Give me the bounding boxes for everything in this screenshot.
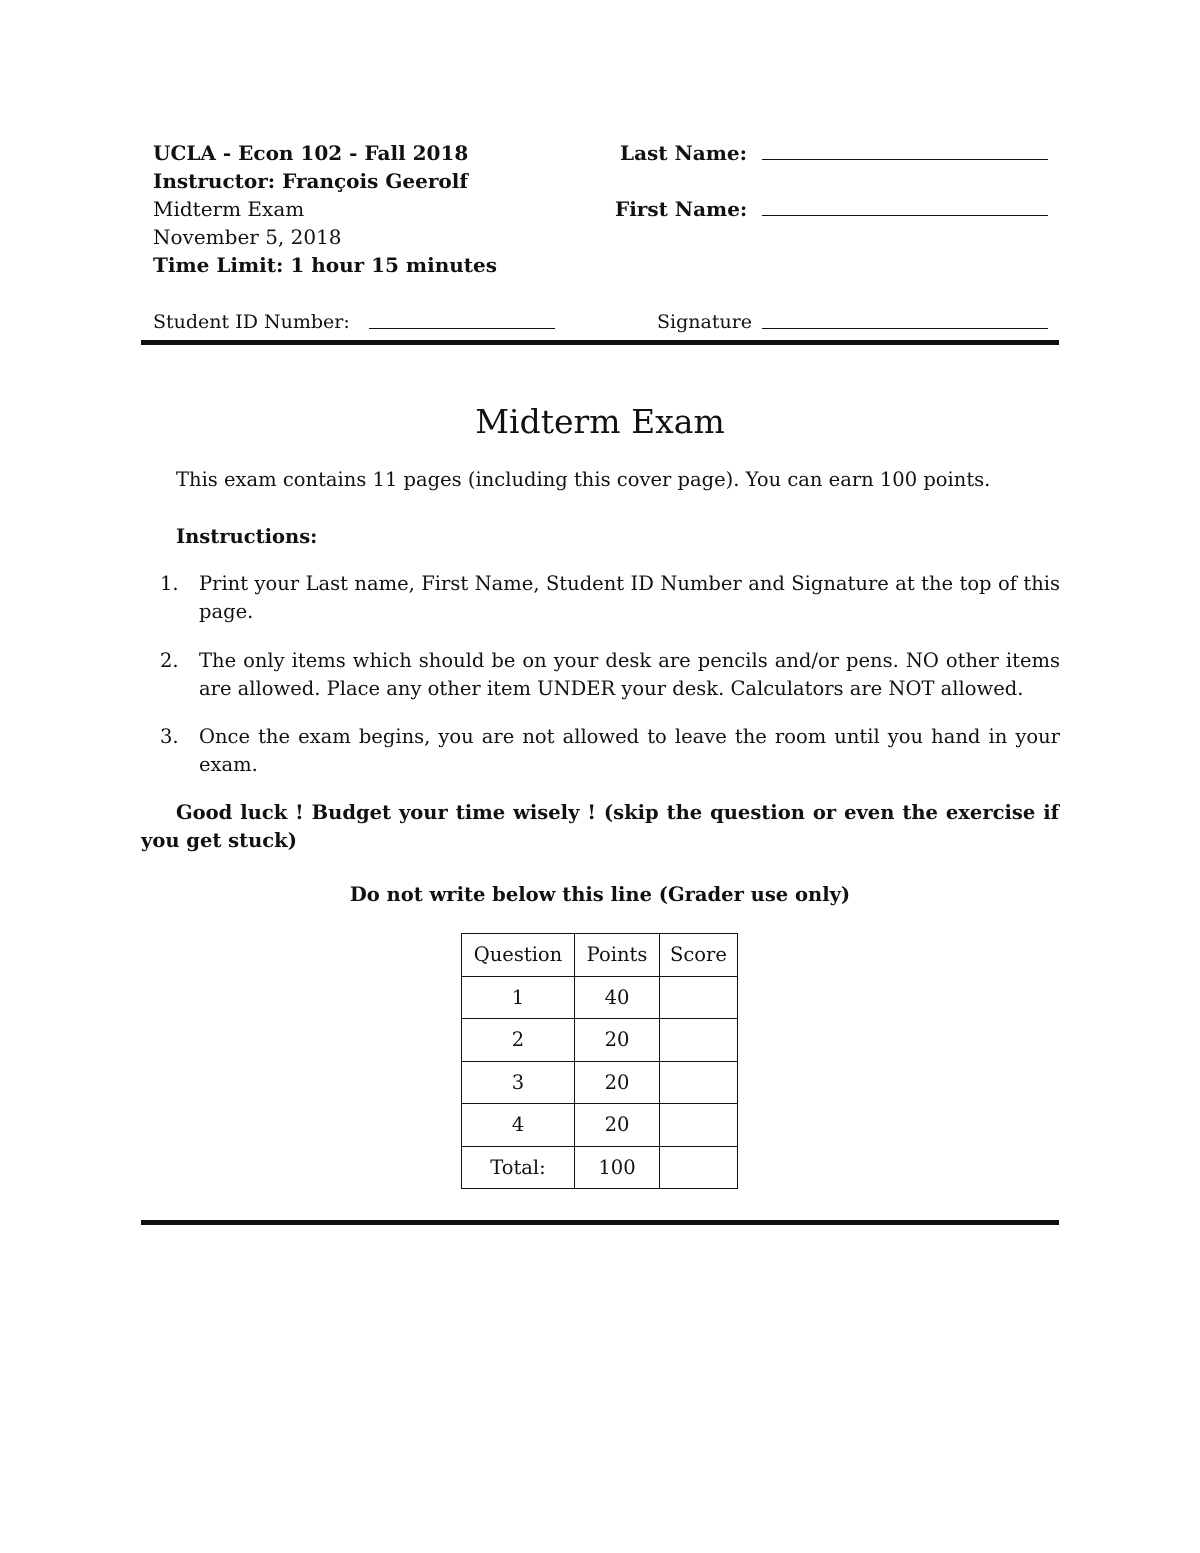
instruction-item-1	[160, 570, 1060, 626]
column-header-question: Question	[462, 934, 575, 977]
table-row	[462, 1019, 738, 1062]
column-header-score: Score	[660, 934, 738, 977]
signature-field[interactable]	[762, 328, 1048, 329]
instructions-heading: Instructions:	[176, 525, 318, 548]
total-points-cell: 100	[575, 1146, 660, 1189]
exam-name-line: Midterm Exam	[153, 197, 305, 221]
question-cell: 1	[462, 976, 575, 1019]
question-cell: 2	[462, 1019, 575, 1062]
table-total-row	[462, 1146, 738, 1189]
score-cell[interactable]	[660, 1061, 738, 1104]
good-luck-text: Good luck ! Budget your time wisely ! (skip the question or even the exercise if you get stuck)	[141, 801, 1059, 852]
first-name-field[interactable]	[762, 215, 1048, 216]
instruction-number: 3.	[160, 725, 179, 748]
exam-date-line: November 5, 2018	[153, 225, 342, 249]
question-cell: 4	[462, 1104, 575, 1147]
last-name-label: Last Name:	[620, 141, 747, 165]
instruction-item-3	[160, 723, 1060, 779]
points-cell: 20	[575, 1104, 660, 1147]
score-cell[interactable]	[660, 976, 738, 1019]
exam-title: Midterm Exam	[475, 402, 725, 441]
student-id-label: Student ID Number:	[153, 311, 350, 333]
table-row	[462, 1104, 738, 1147]
instruction-text: The only items which should be on your desk are pencils and/or pens. NO other items are allowed. Place any other item UNDER your desk. Calculators are NOT allowed.	[199, 649, 1060, 700]
score-cell[interactable]	[660, 1104, 738, 1147]
student-id-field[interactable]	[369, 328, 555, 329]
score-table	[461, 933, 738, 1189]
grader-note: Do not write below this line (Grader use only)	[349, 883, 851, 906]
total-label-cell: Total:	[462, 1146, 575, 1189]
instruction-number: 1.	[160, 572, 179, 595]
total-score-cell[interactable]	[660, 1146, 738, 1189]
instructor-line: Instructor: François Geerolf	[153, 169, 468, 193]
signature-label: Signature	[657, 311, 753, 333]
instruction-text: Once the exam begins, you are not allowed to leave the room until you hand in your exam.	[199, 725, 1060, 776]
points-cell: 20	[575, 1061, 660, 1104]
time-limit-line: Time Limit: 1 hour 15 minutes	[153, 253, 497, 277]
points-cell: 20	[575, 1019, 660, 1062]
column-header-points: Points	[575, 934, 660, 977]
table-row	[462, 1061, 738, 1104]
first-name-label: First Name:	[615, 197, 748, 221]
table-header-row	[462, 934, 738, 977]
instruction-item-2	[160, 647, 1060, 703]
question-cell: 3	[462, 1061, 575, 1104]
points-cell: 40	[575, 976, 660, 1019]
intro-text: This exam contains 11 pages (including this cover page). You can earn 100 points.	[176, 468, 991, 491]
score-cell[interactable]	[660, 1019, 738, 1062]
table-row	[462, 976, 738, 1019]
bottom-rule	[141, 1220, 1059, 1225]
instruction-number: 2.	[160, 649, 179, 672]
top-rule	[141, 340, 1059, 345]
last-name-field[interactable]	[762, 159, 1048, 160]
instruction-text: Print your Last name, First Name, Student ID Number and Signature at the top of this page.	[199, 572, 1060, 623]
course-line: UCLA - Econ 102 - Fall 2018	[153, 141, 469, 165]
